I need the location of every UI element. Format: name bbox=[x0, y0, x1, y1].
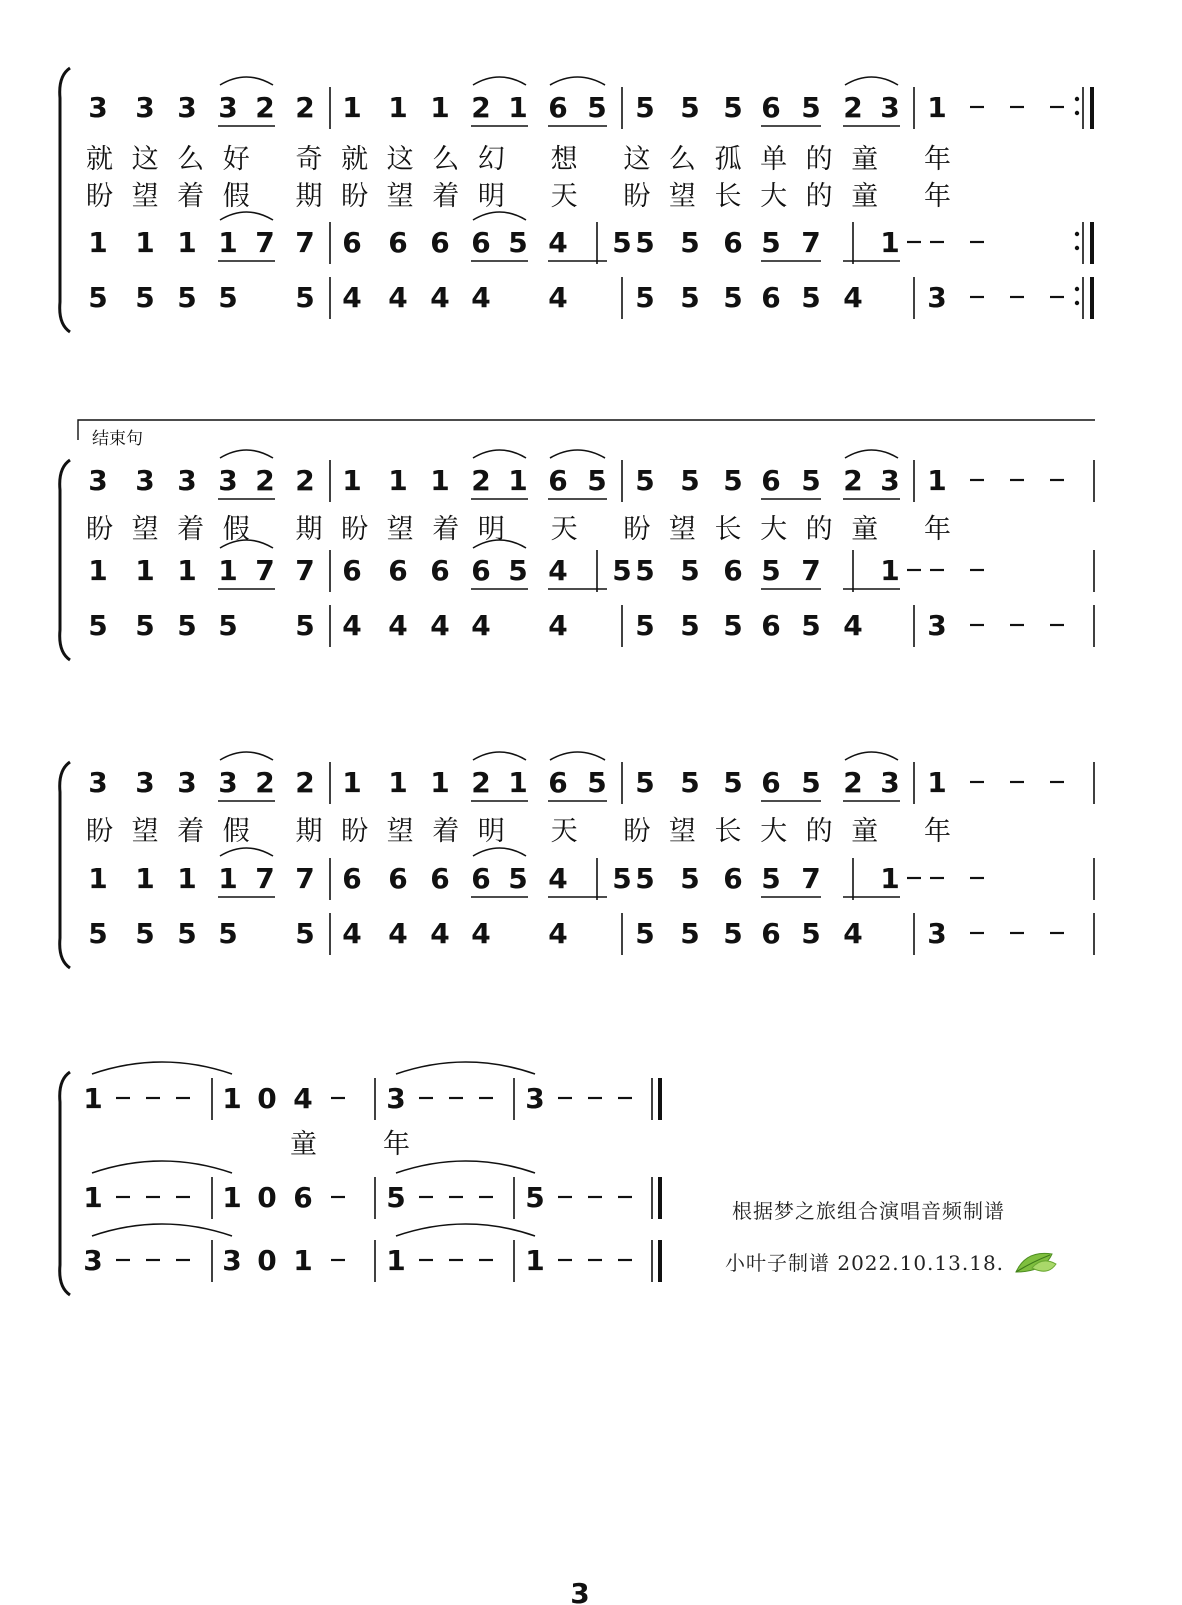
slur bbox=[550, 752, 605, 760]
alto-note: 5 bbox=[680, 554, 700, 587]
credit-line: 根据梦之旅组合演唱音频制谱 bbox=[732, 1199, 1005, 1223]
bass-note: 6 bbox=[761, 609, 781, 642]
alto-note: 7 bbox=[295, 554, 315, 587]
slur bbox=[220, 752, 273, 760]
bass-note: 5 bbox=[723, 609, 743, 642]
system-brace bbox=[60, 460, 70, 660]
melody-note: 1 bbox=[508, 464, 528, 497]
alto-note: 1 bbox=[880, 226, 900, 259]
melody-note: 3 bbox=[525, 1082, 545, 1115]
melody-note: 2 bbox=[295, 91, 315, 124]
melody-note: 6 bbox=[761, 464, 781, 497]
bass-note: 3 bbox=[222, 1244, 242, 1277]
melody-note: 1 bbox=[222, 1082, 242, 1115]
tie bbox=[396, 1062, 535, 1074]
melody-note: 0 bbox=[257, 1082, 277, 1115]
slur bbox=[473, 450, 526, 458]
melody-note: 3 bbox=[88, 766, 108, 799]
melody-note: 5 bbox=[587, 464, 607, 497]
leaf-icon bbox=[1016, 1253, 1056, 1272]
bass-note: 5 bbox=[295, 917, 315, 950]
melody-note: 5 bbox=[801, 464, 821, 497]
alto-note: 1 bbox=[880, 554, 900, 587]
repeat-dot bbox=[1075, 232, 1079, 236]
slur bbox=[845, 752, 898, 760]
bass-note: 4 bbox=[548, 609, 568, 642]
melody-note: 1 bbox=[430, 464, 450, 497]
melody-note: 1 bbox=[388, 91, 408, 124]
bass-note: 5 bbox=[295, 609, 315, 642]
bass-note: 5 bbox=[88, 281, 108, 314]
alto-note: 5 bbox=[612, 862, 632, 895]
bass-note: 0 bbox=[257, 1244, 277, 1277]
section-label: 结束句 bbox=[92, 429, 143, 449]
bass-note: 5 bbox=[680, 609, 700, 642]
alto-note: 5 bbox=[612, 226, 632, 259]
alto-note: 1 bbox=[218, 862, 238, 895]
tie bbox=[396, 1224, 535, 1236]
melody-note: 2 bbox=[843, 464, 863, 497]
bass-note: 5 bbox=[135, 609, 155, 642]
alto-note: 5 bbox=[635, 862, 655, 895]
bass-note: 5 bbox=[218, 917, 238, 950]
melody-note: 2 bbox=[255, 464, 275, 497]
alto-note: 5 bbox=[761, 554, 781, 587]
lyrics-line: 童 年 bbox=[290, 1129, 410, 1160]
page-number: 3 bbox=[570, 1577, 590, 1605]
alto-note: 6 bbox=[342, 862, 362, 895]
slur bbox=[845, 77, 898, 85]
alto-note: 7 bbox=[255, 554, 275, 587]
melody-note: 3 bbox=[135, 766, 155, 799]
repeat-dot bbox=[1075, 287, 1079, 291]
melody-note: 1 bbox=[342, 464, 362, 497]
melody-note: 5 bbox=[723, 91, 743, 124]
alto-note: 5 bbox=[525, 1181, 545, 1214]
alto-note: 6 bbox=[342, 554, 362, 587]
repeat-dot bbox=[1075, 111, 1079, 115]
alto-note: 5 bbox=[761, 226, 781, 259]
melody-note: 2 bbox=[295, 766, 315, 799]
alto-note: 1 bbox=[218, 226, 238, 259]
bass-note: 6 bbox=[761, 281, 781, 314]
alto-note: 6 bbox=[723, 554, 743, 587]
bass-note: 5 bbox=[177, 609, 197, 642]
alto-note: 5 bbox=[761, 862, 781, 895]
slur bbox=[473, 848, 526, 856]
melody-note: 1 bbox=[430, 91, 450, 124]
alto-note: 1 bbox=[218, 554, 238, 587]
bass-note: 5 bbox=[635, 917, 655, 950]
alto-note: 6 bbox=[388, 862, 408, 895]
bass-note: 5 bbox=[680, 281, 700, 314]
alto-note: 5 bbox=[612, 554, 632, 587]
melody-note: 2 bbox=[843, 91, 863, 124]
alto-note: 6 bbox=[430, 862, 450, 895]
bass-note: 5 bbox=[680, 917, 700, 950]
melody-note: 2 bbox=[471, 766, 491, 799]
alto-note: 5 bbox=[508, 226, 528, 259]
bass-note: 4 bbox=[548, 281, 568, 314]
slur bbox=[550, 77, 605, 85]
alto-note: 1 bbox=[88, 862, 108, 895]
bass-note: 5 bbox=[177, 281, 197, 314]
alto-note: 1 bbox=[135, 862, 155, 895]
bass-note: 5 bbox=[218, 281, 238, 314]
melody-note: 1 bbox=[508, 91, 528, 124]
tie bbox=[92, 1062, 232, 1074]
alto-note: 7 bbox=[801, 554, 821, 587]
bass-note: 4 bbox=[430, 281, 450, 314]
melody-note: 2 bbox=[255, 91, 275, 124]
slur bbox=[473, 752, 526, 760]
bass-note: 4 bbox=[342, 609, 362, 642]
melody-note: 3 bbox=[218, 766, 238, 799]
slur bbox=[220, 212, 273, 220]
bass-note: 5 bbox=[135, 917, 155, 950]
bass-note: 3 bbox=[927, 609, 947, 642]
alto-note: 6 bbox=[388, 554, 408, 587]
section-bracket bbox=[78, 420, 1095, 440]
slur bbox=[220, 848, 273, 856]
slur bbox=[220, 77, 273, 85]
melody-note: 5 bbox=[680, 766, 700, 799]
melody-note: 2 bbox=[843, 766, 863, 799]
melody-note: 3 bbox=[218, 91, 238, 124]
bass-note: 5 bbox=[218, 609, 238, 642]
tie bbox=[92, 1161, 232, 1173]
bass-note: 3 bbox=[83, 1244, 103, 1277]
melody-note: 5 bbox=[635, 766, 655, 799]
melody-note: 5 bbox=[680, 464, 700, 497]
bass-note: 5 bbox=[88, 609, 108, 642]
alto-note: 6 bbox=[471, 554, 491, 587]
bass-note: 3 bbox=[927, 281, 947, 314]
bass-note: 5 bbox=[801, 281, 821, 314]
melody-note: 3 bbox=[135, 91, 155, 124]
bass-note: 4 bbox=[342, 917, 362, 950]
alto-note: 1 bbox=[135, 554, 155, 587]
repeat-dot bbox=[1075, 246, 1079, 250]
bass-note: 4 bbox=[471, 609, 491, 642]
slur bbox=[845, 450, 898, 458]
alto-note: 1 bbox=[135, 226, 155, 259]
alto-note: 4 bbox=[548, 226, 568, 259]
alto-note: 4 bbox=[548, 862, 568, 895]
melody-note: 5 bbox=[587, 91, 607, 124]
alto-note: 5 bbox=[680, 862, 700, 895]
alto-note: 6 bbox=[388, 226, 408, 259]
alto-note: 5 bbox=[635, 226, 655, 259]
alto-note: 1 bbox=[83, 1181, 103, 1214]
melody-note: 5 bbox=[587, 766, 607, 799]
melody-note: 1 bbox=[927, 91, 947, 124]
alto-note: 7 bbox=[295, 226, 315, 259]
bass-note: 4 bbox=[388, 281, 408, 314]
melody-note: 1 bbox=[83, 1082, 103, 1115]
alto-note: 6 bbox=[293, 1181, 313, 1214]
alto-note: 7 bbox=[255, 226, 275, 259]
melody-note: 2 bbox=[471, 91, 491, 124]
bass-note: 1 bbox=[525, 1244, 545, 1277]
bass-note: 4 bbox=[471, 917, 491, 950]
alto-note: 4 bbox=[548, 554, 568, 587]
credit-line: 小叶子制谱 2022.10.13.18. bbox=[725, 1251, 1005, 1275]
melody-note: 1 bbox=[508, 766, 528, 799]
alto-note: 1 bbox=[880, 862, 900, 895]
bass-note: 5 bbox=[723, 281, 743, 314]
melody-note: 5 bbox=[723, 766, 743, 799]
lyrics-line: 盼望着假 期盼望着明 天 盼望长大的童 年 bbox=[86, 514, 951, 545]
melody-note: 1 bbox=[927, 766, 947, 799]
alto-note: 5 bbox=[680, 226, 700, 259]
bass-note: 4 bbox=[388, 609, 408, 642]
bass-note: 5 bbox=[801, 609, 821, 642]
bass-note: 5 bbox=[135, 281, 155, 314]
melody-note: 1 bbox=[927, 464, 947, 497]
melody-note: 6 bbox=[548, 464, 568, 497]
melody-note: 6 bbox=[548, 91, 568, 124]
lyrics-line: 就这么好 奇就这么幻 想 这么孤单的童 年 bbox=[86, 144, 951, 175]
repeat-dot bbox=[1075, 97, 1079, 101]
alto-note: 1 bbox=[222, 1181, 242, 1214]
bass-note: 5 bbox=[635, 281, 655, 314]
melody-note: 5 bbox=[801, 91, 821, 124]
slur bbox=[550, 450, 605, 458]
alto-note: 6 bbox=[723, 226, 743, 259]
bass-note: 1 bbox=[386, 1244, 406, 1277]
bass-note: 3 bbox=[927, 917, 947, 950]
bass-note: 6 bbox=[761, 917, 781, 950]
bass-note: 5 bbox=[295, 281, 315, 314]
alto-note: 6 bbox=[430, 554, 450, 587]
bass-note: 5 bbox=[635, 609, 655, 642]
tie bbox=[92, 1224, 232, 1236]
melody-note: 3 bbox=[177, 464, 197, 497]
alto-note: 0 bbox=[257, 1181, 277, 1214]
alto-note: 5 bbox=[508, 862, 528, 895]
melody-note: 3 bbox=[135, 464, 155, 497]
melody-note: 3 bbox=[218, 464, 238, 497]
alto-note: 7 bbox=[255, 862, 275, 895]
system-brace bbox=[60, 1072, 70, 1295]
bass-note: 5 bbox=[723, 917, 743, 950]
alto-note: 7 bbox=[801, 862, 821, 895]
bass-note: 4 bbox=[471, 281, 491, 314]
melody-note: 1 bbox=[342, 766, 362, 799]
system-brace bbox=[60, 68, 70, 332]
bass-note: 5 bbox=[801, 917, 821, 950]
melody-note: 3 bbox=[880, 766, 900, 799]
melody-note: 5 bbox=[723, 464, 743, 497]
melody-note: 1 bbox=[342, 91, 362, 124]
melody-note: 1 bbox=[388, 766, 408, 799]
melody-note: 4 bbox=[293, 1082, 313, 1115]
system-brace bbox=[60, 762, 70, 968]
bass-note: 4 bbox=[430, 609, 450, 642]
melody-note: 5 bbox=[801, 766, 821, 799]
slur bbox=[473, 212, 526, 220]
melody-note: 6 bbox=[548, 766, 568, 799]
alto-note: 1 bbox=[177, 554, 197, 587]
bass-note: 1 bbox=[293, 1244, 313, 1277]
bass-note: 5 bbox=[177, 917, 197, 950]
alto-note: 5 bbox=[508, 554, 528, 587]
bass-note: 5 bbox=[88, 917, 108, 950]
bass-note: 4 bbox=[548, 917, 568, 950]
slur bbox=[473, 77, 526, 85]
bass-note: 4 bbox=[388, 917, 408, 950]
melody-note: 3 bbox=[880, 464, 900, 497]
alto-note: 5 bbox=[386, 1181, 406, 1214]
melody-note: 2 bbox=[295, 464, 315, 497]
slur bbox=[220, 450, 273, 458]
melody-note: 3 bbox=[386, 1082, 406, 1115]
melody-note: 2 bbox=[255, 766, 275, 799]
melody-note: 3 bbox=[880, 91, 900, 124]
alto-note: 6 bbox=[471, 862, 491, 895]
alto-note: 6 bbox=[723, 862, 743, 895]
bass-note: 4 bbox=[843, 917, 863, 950]
bass-note: 4 bbox=[843, 609, 863, 642]
bass-note: 4 bbox=[342, 281, 362, 314]
alto-note: 1 bbox=[177, 862, 197, 895]
alto-note: 6 bbox=[342, 226, 362, 259]
melody-note: 5 bbox=[635, 464, 655, 497]
melody-note: 6 bbox=[761, 766, 781, 799]
melody-note: 3 bbox=[88, 91, 108, 124]
melody-note: 6 bbox=[761, 91, 781, 124]
lyrics-line: 盼望着假 期盼望着明 天 盼望长大的童 年 bbox=[86, 181, 951, 212]
repeat-dot bbox=[1075, 301, 1079, 305]
melody-note: 2 bbox=[471, 464, 491, 497]
melody-note: 5 bbox=[680, 91, 700, 124]
alto-note: 5 bbox=[635, 554, 655, 587]
alto-note: 1 bbox=[177, 226, 197, 259]
melody-note: 5 bbox=[635, 91, 655, 124]
bass-note: 4 bbox=[430, 917, 450, 950]
alto-note: 7 bbox=[801, 226, 821, 259]
melody-note: 1 bbox=[430, 766, 450, 799]
melody-note: 3 bbox=[177, 91, 197, 124]
lyrics-line: 盼望着假 期盼望着明 天 盼望长大的童 年 bbox=[86, 816, 951, 847]
bass-note: 4 bbox=[843, 281, 863, 314]
melody-note: 1 bbox=[388, 464, 408, 497]
alto-note: 1 bbox=[88, 226, 108, 259]
tie bbox=[396, 1161, 535, 1173]
alto-note: 1 bbox=[88, 554, 108, 587]
alto-note: 7 bbox=[295, 862, 315, 895]
alto-note: 6 bbox=[430, 226, 450, 259]
alto-note: 6 bbox=[471, 226, 491, 259]
melody-note: 3 bbox=[88, 464, 108, 497]
melody-note: 3 bbox=[177, 766, 197, 799]
